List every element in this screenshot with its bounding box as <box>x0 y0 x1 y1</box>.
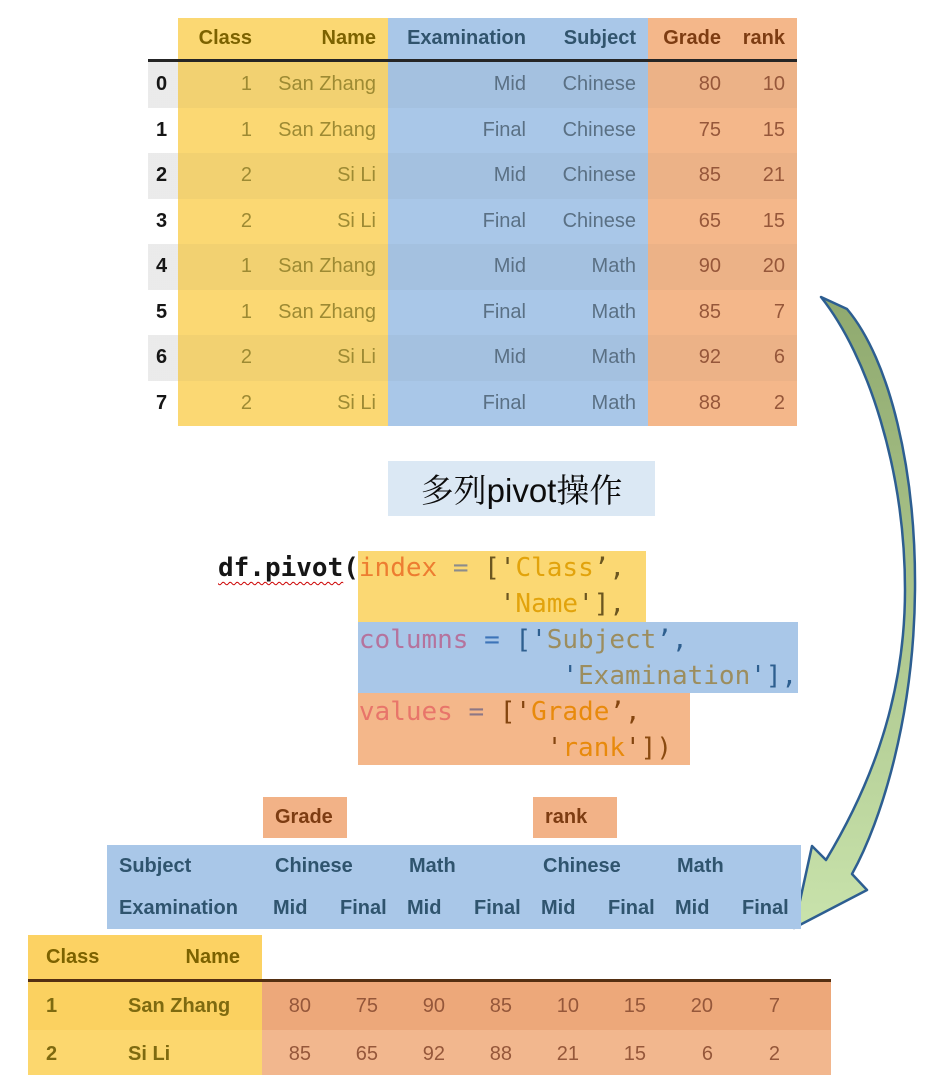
pivot-class-header: Class <box>46 945 100 968</box>
code-segment: Name <box>515 589 579 619</box>
pivot-data-row <box>28 982 831 1030</box>
pivot-row-name: Si Li <box>116 1030 262 1075</box>
code-segment: Examination <box>578 661 751 691</box>
code-segment: Grade <box>531 697 610 727</box>
source-cell: Si Li <box>264 199 388 245</box>
pivot-column-headers <box>107 845 801 929</box>
code-segment: ’, <box>609 697 641 727</box>
source-cell: Si Li <box>264 381 388 427</box>
source-cell: 88 <box>648 381 733 427</box>
pivot-values-label-grade <box>263 797 347 838</box>
pivot-exam-header: Final <box>608 896 655 919</box>
code-segment: = <box>452 697 500 727</box>
source-col-header: Class <box>178 18 264 62</box>
source-cell: Chinese <box>538 199 648 245</box>
source-cell: Mid <box>388 62 538 108</box>
source-cell: San Zhang <box>264 244 388 290</box>
code-segment: [' <box>515 625 547 655</box>
pivot-exam-header: Final <box>474 896 521 919</box>
source-cell: 2 <box>178 199 264 245</box>
source-cell: 75 <box>648 108 733 154</box>
source-col-header: Name <box>264 18 388 62</box>
pivot-examination-row <box>107 887 801 929</box>
source-cell: Math <box>538 381 648 427</box>
title-badge <box>388 461 655 516</box>
code-segment: columns <box>358 625 469 655</box>
source-row-index: 7 <box>148 381 178 427</box>
source-cell: Mid <box>388 153 538 199</box>
source-cell: 85 <box>648 290 733 336</box>
pivot-row-value: 6 <box>664 1030 731 1075</box>
source-cell: Mid <box>388 244 538 290</box>
code-segment: ’, <box>593 553 626 583</box>
pivot-code <box>218 550 797 766</box>
pivot-row-class: 1 <box>28 982 116 1030</box>
pivot-subject-group: Math <box>677 854 724 877</box>
source-cell: 90 <box>648 244 733 290</box>
code-segment <box>218 697 359 727</box>
source-cell: Final <box>388 381 538 427</box>
source-cell: 1 <box>178 244 264 290</box>
code-segment: = <box>437 553 485 583</box>
pivot-row-name: San Zhang <box>116 982 262 1030</box>
pivot-row-value: 85 <box>262 1030 329 1075</box>
pivot-row-filler <box>798 982 831 1030</box>
source-cell: 2 <box>178 153 264 199</box>
code-segment: ' <box>499 589 516 619</box>
source-row-index: 2 <box>148 153 178 199</box>
pivot-row-value: 80 <box>262 982 329 1030</box>
source-row-index: 1 <box>148 108 178 154</box>
pivot-row-value: 21 <box>530 1030 597 1075</box>
source-cell: 15 <box>733 108 797 154</box>
source-col-header <box>148 18 178 62</box>
source-col-header: Grade <box>648 18 733 62</box>
source-cell: 2 <box>178 381 264 427</box>
curved-arrow-shape <box>794 297 915 928</box>
pivot-row-filler <box>798 1030 831 1075</box>
source-cell: Final <box>388 108 538 154</box>
source-cell: 1 <box>178 62 264 108</box>
code-segment: [' <box>484 553 516 583</box>
pivot-row-class: 2 <box>28 1030 116 1075</box>
pivot-subject-group: Chinese <box>275 854 353 877</box>
source-row-index: 0 <box>148 62 178 108</box>
source-row-index: 6 <box>148 335 178 381</box>
source-row-index: 4 <box>148 244 178 290</box>
code-segment: rank <box>562 733 626 763</box>
code-segment <box>218 733 547 763</box>
source-dataframe <box>148 18 797 426</box>
pivot-row-value: 92 <box>396 1030 463 1075</box>
pivot-exam-header: Mid <box>407 896 442 919</box>
code-segment <box>218 661 562 691</box>
source-cell: 21 <box>733 153 797 199</box>
source-cell: San Zhang <box>264 108 388 154</box>
source-cell: Final <box>388 199 538 245</box>
pivot-exam-header: Final <box>742 896 789 919</box>
pivot-row-value: 10 <box>530 982 597 1030</box>
source-cell: Chinese <box>538 108 648 154</box>
pivot-row-value: 65 <box>329 1030 396 1075</box>
source-col-header: rank <box>733 18 797 62</box>
source-cell: Final <box>388 290 538 336</box>
source-cell: 15 <box>733 199 797 245</box>
code-segment: values <box>358 697 453 727</box>
pivot-index-header <box>28 935 262 979</box>
pivot-row-value: 75 <box>329 982 396 1030</box>
pivot-row-value: 20 <box>664 982 731 1030</box>
source-cell: 85 <box>648 153 733 199</box>
pivot-subject-group: Chinese <box>543 854 621 877</box>
source-cell: 10 <box>733 62 797 108</box>
pivot-subject-row <box>107 845 801 887</box>
pivot-exam-header: Mid <box>273 896 308 919</box>
source-cell: 6 <box>733 335 797 381</box>
source-cell: Chinese <box>538 153 648 199</box>
source-cell: Si Li <box>264 153 388 199</box>
rank-label: rank <box>545 806 588 828</box>
code-segment: df.pivot <box>218 553 344 583</box>
source-col-header: Examination <box>388 18 538 62</box>
pivot-values-label-rank <box>533 797 617 838</box>
pivot-row-value: 7 <box>731 982 798 1030</box>
source-cell: 1 <box>178 290 264 336</box>
source-cell: 92 <box>648 335 733 381</box>
source-cell: Math <box>538 290 648 336</box>
pivot-row-value: 88 <box>463 1030 530 1075</box>
code-segment: Subject <box>546 625 657 655</box>
grade-label: Grade <box>275 806 333 828</box>
source-cell: San Zhang <box>264 62 388 108</box>
code-segment <box>218 589 500 619</box>
code-segment: ( <box>343 553 359 583</box>
source-cell: 7 <box>733 290 797 336</box>
pivot-exam-header: Mid <box>541 896 576 919</box>
source-cell: 1 <box>178 108 264 154</box>
source-cell: Chinese <box>538 62 648 108</box>
code-segment: '], <box>750 661 798 691</box>
code-segment: ' <box>562 661 579 691</box>
code-segment: [' <box>499 697 532 727</box>
pivot-subject-group: Math <box>409 854 456 877</box>
pivot-row-value: 90 <box>396 982 463 1030</box>
source-cell: Mid <box>388 335 538 381</box>
source-col-header: Subject <box>538 18 648 62</box>
code-segment: ' <box>546 733 563 763</box>
code-segment: index <box>358 553 438 583</box>
title-badge-text: 多列pivot操作 <box>420 472 623 509</box>
pivot-exam-header: Final <box>340 896 387 919</box>
pivot-examination-label: Examination <box>119 896 238 919</box>
source-cell: 65 <box>648 199 733 245</box>
code-segment: = <box>468 625 516 655</box>
code-segment: '], <box>578 589 626 619</box>
source-cell: 2 <box>178 335 264 381</box>
pivot-row-value: 15 <box>597 982 664 1030</box>
pivot-data-row <box>28 1030 831 1075</box>
pivot-exam-header: Mid <box>675 896 710 919</box>
source-cell: 2 <box>733 381 797 427</box>
pivot-name-header: Name <box>185 945 240 968</box>
pivot-row-value: 85 <box>463 982 530 1030</box>
source-row-index: 3 <box>148 199 178 245</box>
source-cell: 20 <box>733 244 797 290</box>
source-cell: Math <box>538 335 648 381</box>
pivot-row-value: 15 <box>597 1030 664 1075</box>
code-segment: ]) <box>640 733 672 763</box>
code-segment: ' <box>625 733 641 763</box>
source-cell: Si Li <box>264 335 388 381</box>
source-row-index: 5 <box>148 290 178 336</box>
code-segment <box>218 625 359 655</box>
source-cell: San Zhang <box>264 290 388 336</box>
pivot-subject-label: Subject <box>119 854 192 877</box>
source-cell: Math <box>538 244 648 290</box>
code-segment: ’, <box>656 625 688 655</box>
code-segment: Class <box>515 553 594 583</box>
pivot-row-value: 2 <box>731 1030 798 1075</box>
source-cell: 80 <box>648 62 733 108</box>
